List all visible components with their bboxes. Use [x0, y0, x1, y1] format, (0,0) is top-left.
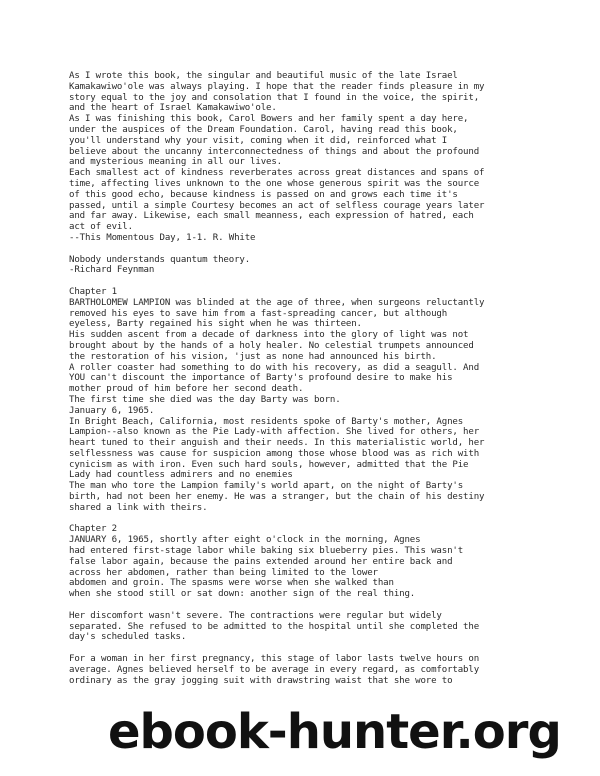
text-line: act of evil.	[69, 222, 133, 233]
text-line: Each smallest act of kindness reverberates across great distances and spans of	[69, 168, 485, 179]
text-line: YOU can't discount the importance of Barty's profound desire to make his	[69, 373, 453, 384]
text-line: birth, had not been her enemy. He was a stranger, but the chain of his destiny	[69, 492, 485, 503]
text-line: Chapter 2	[69, 524, 117, 535]
watermark-logo: ebook-hunter.org	[108, 704, 561, 760]
text-line: when she stood still or sat down: another sign of the real thing.	[69, 589, 416, 600]
text-line: time, affecting lives unknown to the one whose generous spirit was the source	[69, 178, 480, 189]
text-line: The man who tore the Lampion family's world apart, on the night of Barty's	[69, 481, 464, 492]
text-line: across her abdomen, rather than being limited to the lower	[69, 567, 378, 578]
paragraph	[69, 255, 589, 277]
paragraph-gap	[69, 276, 589, 287]
text-line: Chapter 1	[69, 286, 117, 297]
text-line: A roller coaster had something to do with his recovery, as did a seagull. And	[69, 362, 480, 373]
text-line: mother proud of him before her second death.	[69, 384, 304, 395]
paragraph-gap	[69, 643, 589, 654]
text-line: heart tuned to their anguish and their needs. In this materialistic world, her	[69, 438, 485, 449]
text-line: The first time she died was the day Barty was born.	[69, 394, 341, 405]
text-line: --This Momentous Day, 1-1. R. White	[69, 232, 256, 243]
text-line: brought about by the hands of a holy healer. No celestial trumpets announced	[69, 340, 474, 351]
text-line: day's scheduled tasks.	[69, 632, 187, 643]
paragraph-gap	[69, 244, 589, 255]
text-line: believe about the uncanny interconnectedness of things and about the profound	[69, 146, 480, 157]
paragraph	[69, 654, 589, 686]
text-line: ordinary as the gray jogging suit with drawstring waist that she wore to	[69, 675, 453, 686]
paragraph	[69, 287, 589, 514]
text-line: and far away. Likewise, each small meanness, each expression of hatred, each	[69, 211, 474, 222]
text-line: January 6, 1965.	[69, 405, 155, 416]
text-line: under the auspices of the Dream Foundation. Carol, having read this book,	[69, 124, 458, 135]
text-line: eyeless, Barty regained his sight when he was thirteen.	[69, 319, 362, 330]
text-line: the restoration of his vision, 'just as none had announced his birth.	[69, 351, 437, 362]
text-line: and the heart of Israel Kamakawiwo'ole.	[69, 103, 277, 114]
text-line: false labor again, because the pains extended around her entire back and	[69, 556, 453, 567]
document-body	[69, 71, 589, 686]
text-line: As I wrote this book, the singular and beautiful music of the late Israel	[69, 71, 458, 81]
text-line: As I was finishing this book, Carol Bowers and her family spent a day here,	[69, 114, 469, 125]
text-line: shared a link with theirs.	[69, 502, 208, 513]
text-line: had entered first-stage labor while baking six blueberry pies. This wasn't	[69, 546, 464, 557]
text-line: Lampion--also known as the Pie Lady-with affection. She lived for others, her	[69, 427, 480, 438]
text-line: Lady had countless admirers and no enemies	[69, 470, 293, 481]
text-line: and mysterious meaning in all our lives.	[69, 157, 282, 168]
text-line: abdomen and groin. The spasms were worse when she walked than	[69, 578, 394, 589]
text-line: His sudden ascent from a decade of darkness into the glory of light was not	[69, 330, 469, 341]
paragraph	[69, 71, 589, 244]
paragraph-gap	[69, 514, 589, 525]
text-line: of this good echo, because kindness is passed on and grows each time it's	[69, 189, 458, 200]
text-line: passed, until a simple Courtesy becomes an act of selfless courage years later	[69, 200, 485, 211]
text-line: Her discomfort wasn't severe. The contractions were regular but widely	[69, 610, 442, 621]
text-line: -Richard Feynman	[69, 265, 155, 276]
text-line: selflessness was cause for suspicion among those whose blood was as rich with	[69, 448, 480, 459]
text-line: average. Agnes believed herself to be average in every regard, as comfortably	[69, 664, 480, 675]
text-line: you'll understand why your visit, coming when it did, reinforced what I	[69, 135, 448, 146]
text-line: BARTHOLOMEW LAMPION was blinded at the age of three, when surgeons reluctantly	[69, 297, 485, 308]
text-line: For a woman in her first pregnancy, this stage of labor lasts twelve hours on	[69, 654, 480, 665]
text-line: cynicism as with iron. Even such hard souls, however, admitted that the Pie	[69, 459, 469, 470]
text-line: removed his eyes to save him from a fast-spreading cancer, but although	[69, 308, 448, 319]
text-line: Nobody understands quantum theory.	[69, 254, 251, 265]
text-line: JANUARY 6, 1965, shortly after eight o'clock in the morning, Agnes	[69, 535, 421, 546]
text-line: Kamakawiwo'ole was always playing. I hope that the reader finds pleasure in my	[69, 81, 485, 92]
paragraph	[69, 611, 589, 643]
text-line: story equal to the joy and consolation that I found in the voice, the spirit,	[69, 92, 480, 103]
paragraph-gap	[69, 600, 589, 611]
text-line: In Bright Beach, California, most residents spoke of Barty's mother, Agnes	[69, 416, 464, 427]
paragraph	[69, 524, 589, 600]
text-line: separated. She refused to be admitted to the hospital until she completed the	[69, 621, 480, 632]
